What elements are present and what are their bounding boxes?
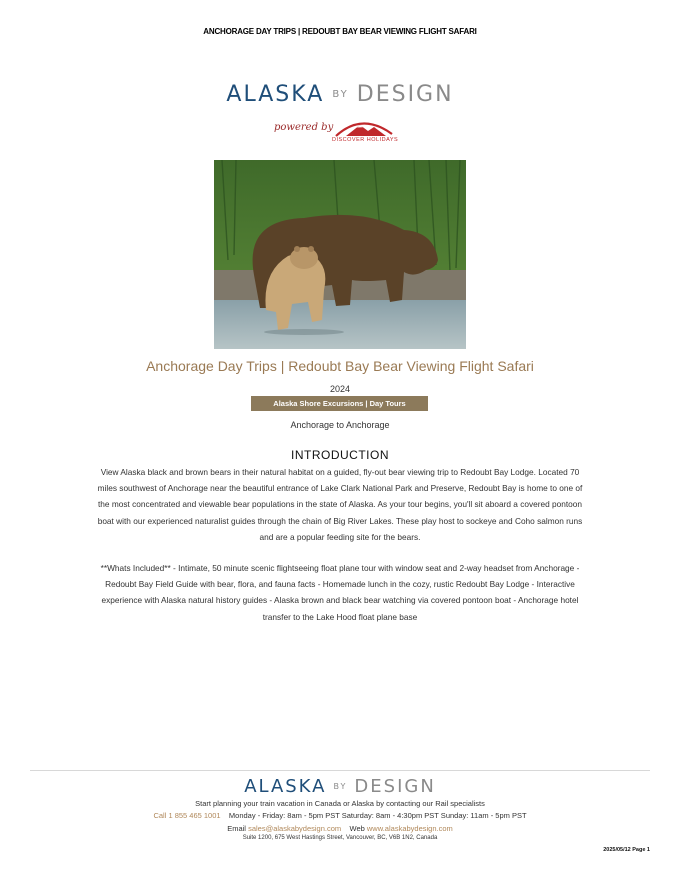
logo-word-alaska: ALASKA [226, 82, 325, 107]
alaska-by-design-logo [0, 82, 680, 107]
trip-year: 2024 [329, 384, 351, 394]
office-hours: Monday - Friday: 8am - 5pm PST Saturday: 8am - 4:30pm PST Sunday: 11am - 5pm PST [228, 811, 527, 820]
trip-route: Anchorage to Anchorage [290, 420, 390, 430]
page-date-number: 2025/05/12 Page 1 [603, 847, 650, 853]
footer-logo-word-by: BY [333, 782, 348, 791]
footer-logo-word-design: DESIGN [354, 776, 436, 797]
logo-word-design: DESIGN [356, 82, 454, 107]
whats-included-paragraph: **Whats Included** - Intimate, 50 minute scenic flightseeing float plane tour with window seat and 2-way headset from Anchorage - Redoubt Bay Field Guide with bear, flora, and fauna facts - Homemade lunch in the cozy, rustic Redoubt Bay Lodge - Interactive experience with Alaska natural history guides - Alaska brown and black bear watching via covered pontoon boat - Anchorage hotel transfer to the Lake Hood float plane base [100, 563, 580, 622]
footer-email-web [0, 824, 680, 833]
email-link[interactable]: sales@alaskabydesign.com [248, 824, 342, 833]
powered-by-discover-holidays [270, 118, 410, 148]
footer-logo [0, 776, 680, 797]
logo-word-by: BY [332, 89, 349, 100]
phone-link[interactable]: Call 1 855 465 1001 [153, 811, 221, 820]
introduction-heading: INTRODUCTION [291, 448, 389, 462]
email-label: Email [227, 824, 246, 833]
document-header-title: ANCHORAGE DAY TRIPS | REDOUBT BAY BEAR VIEWING FLIGHT SAFARI [203, 27, 477, 36]
category-badge: Alaska Shore Excursions | Day Tours [251, 396, 428, 411]
partner-name: DISCOVER HOLIDAYS [332, 137, 399, 143]
footer-divider [30, 770, 650, 771]
bears-photo [214, 160, 466, 349]
footer-logo-word-alaska: ALASKA [244, 776, 327, 797]
footer-address: Suite 1200, 675 West Hastings Street, Vancouver, BC, V6B 1N2, Canada [242, 835, 438, 841]
footer-tagline: Start planning your train vacation in Canada or Alaska by contacting our Rail specialists [195, 799, 485, 808]
trip-title: Anchorage Day Trips | Redoubt Bay Bear Viewing Flight Safari [146, 358, 534, 374]
introduction-paragraph: View Alaska black and brown bears in their natural habitat on a guided, fly-out bear viewing trip to Redoubt Bay Lodge. Located 70 miles southwest of Anchorage near the beautiful entrance of Lake Clark National Park and Preserve, Redoubt Bay is home to one of the most concentrated and viewable bear populations in the state of Alaska. As your tour begins, you'll sit aboard a covered pontoon boat with our experienced naturalist guides through the chain of Big River Lakes. These play host to sockeye and Coho salmon runs and are a popular feeding site for the bears. [97, 467, 583, 542]
web-label: Web [349, 824, 365, 833]
powered-by-text: powered by [274, 122, 334, 133]
footer-contact-hours [0, 811, 680, 820]
web-link[interactable]: www.alaskabydesign.com [366, 824, 453, 833]
mountain-arc-icon [332, 118, 396, 138]
